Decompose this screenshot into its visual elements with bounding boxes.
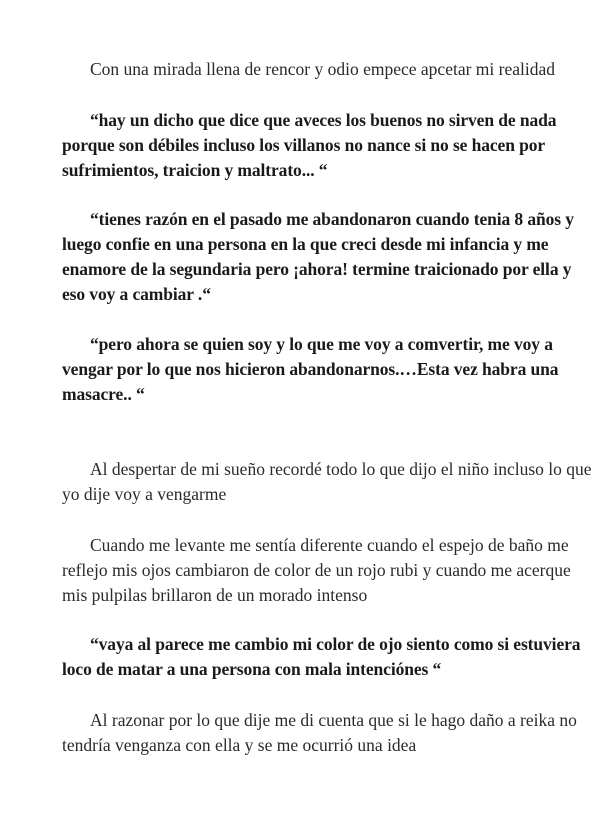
paragraph-5-line-1: Al despertar de mi sueño recordé todo lo que dijo el niño incluso lo que — [90, 459, 592, 479]
paragraph-3-line-4: eso voy a cambiar .“ — [62, 284, 211, 304]
paragraph-8-line-1: Al razonar por lo que dije me di cuenta que si le hago daño a reika no — [90, 710, 577, 730]
paragraph-6-line-3: mis pulpilas brillaron de un morado intenso — [62, 585, 368, 605]
paragraph-2-quote — [62, 108, 562, 183]
paragraph-8-line-2: tendría venganza con ella y se me ocurrió una idea — [62, 735, 417, 755]
paragraph-1 — [62, 57, 562, 82]
paragraph-3-line-2: luego confie en una persona en la que creci desde mi infancia y me — [62, 234, 549, 254]
paragraph-7-quote — [62, 632, 581, 682]
paragraph-4-line-1: “pero ahora se quien soy y lo que me voy a comvertir, me voy a — [90, 334, 553, 354]
paragraph-3-quote — [62, 207, 574, 307]
paragraph-4-quote — [62, 332, 562, 407]
paragraph-2-line-1: “hay un dicho que dice que aveces los buenos no sirven de nada — [90, 110, 557, 130]
paragraph-5-line-2: yo dije voy a vengarme — [62, 484, 227, 504]
paragraph-8 — [62, 708, 577, 758]
paragraph-3-line-1: “tienes razón en el pasado me abandonaron cuando tenia 8 años y — [90, 209, 574, 229]
paragraph-7-line-1: “vaya al parece me cambio mi color de ojo siento como si estuviera — [90, 634, 581, 654]
paragraph-3-line-3: enamore de la segundaria pero ¡ahora! termine traicionado por ella y — [62, 259, 572, 279]
paragraph-6 — [62, 533, 571, 608]
paragraph-6-line-2: reflejo mis ojos cambiaron de color de un rojo rubi y cuando me acerque — [62, 560, 571, 580]
paragraph-1-line-1: Con una mirada llena de rencor y odio empece apcetar mi realidad — [90, 59, 555, 79]
paragraph-4-line-2: vengar por lo que nos hicieron abandonarnos.…Esta vez habra una — [62, 359, 559, 379]
paragraph-6-line-1: Cuando me levante me sentía diferente cuando el espejo de baño me — [90, 535, 569, 555]
paragraph-5 — [62, 457, 592, 507]
paragraph-2-line-2: porque son débiles incluso los villanos no nance si no se hacen por — [62, 135, 546, 155]
paragraph-2-line-3: sufrimientos, traicion y maltrato... “ — [62, 160, 328, 180]
paragraph-7-line-2: loco de matar a una persona con mala intenciónes “ — [62, 659, 442, 679]
paragraph-4-line-3: masacre.. “ — [62, 384, 145, 404]
